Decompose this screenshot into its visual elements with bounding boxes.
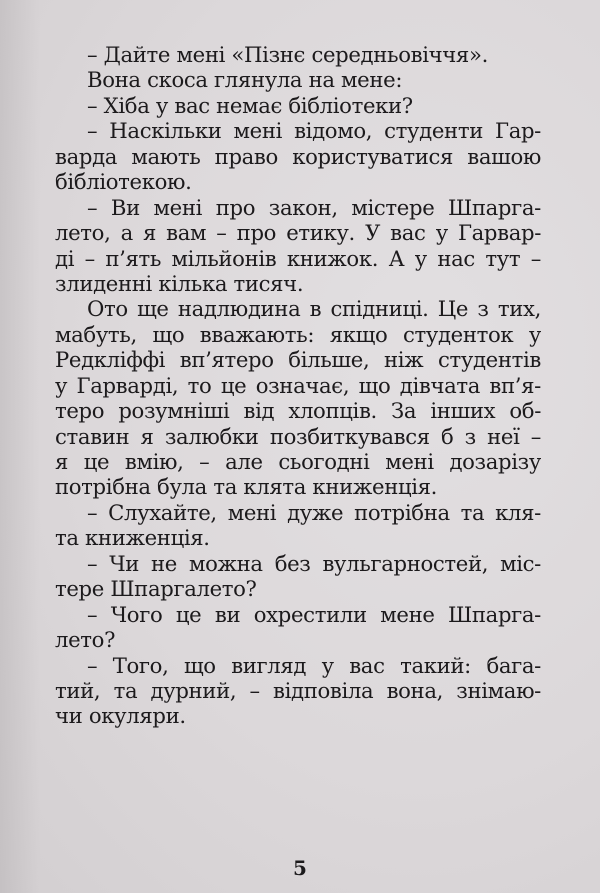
text-line: та книженція. <box>55 525 210 551</box>
text-line: бібліотекою. <box>55 169 192 195</box>
text-line: мабуть, що вважають: якщо студенток у <box>55 321 541 347</box>
text-line: тий, та дурний, – відповіла вона, знімаю- <box>55 677 541 703</box>
text-line: лето, а я вам – про етику. У вас у Гарвар- <box>55 220 541 246</box>
text-line: тере Шпаргалето? <box>55 576 257 602</box>
text-line: потрібна була та клята книженція. <box>55 474 438 500</box>
text-line: – Ви мені про закон, містере Шпарга- <box>87 194 541 220</box>
text-line: я це вмію, – але сьогодні мені дозарізу <box>55 449 541 474</box>
page-number: 5 <box>293 856 307 880</box>
text-line: ді – п’ять мільйонів книжок. А у нас тут – <box>55 245 541 271</box>
text-line: у Гарварді, то це означає, що дівчата вп’я- <box>55 372 541 398</box>
text-line: Вона скоса глянула на мене: <box>87 67 403 93</box>
text-line: злиденні кілька тисяч. <box>55 270 304 296</box>
text-line: – Наскільки мені відомо, студенти Гар- <box>87 118 541 144</box>
text-line: теро розумніші від хлопців. За інших об- <box>55 398 541 424</box>
text-line: – Того, що вигляд у вас такий: бага- <box>87 652 541 678</box>
text-line: – Слухайте, мені дуже потрібна та кля- <box>87 499 541 525</box>
text-line: – Дайте мені «Пізнє середньовіччя». <box>87 42 488 67</box>
body-text <box>55 42 541 729</box>
text-line: – Чого це ви охрестили мене Шпарга- <box>87 601 541 627</box>
text-line: – Хіба у вас немає бібліотеки? <box>87 92 413 118</box>
text-line: Редкліффі вп’ятеро більше, ніж студентів <box>55 347 541 373</box>
text-line: Ото ще надлюдина в спідниці. Це з тих, <box>87 296 541 322</box>
text-line: лето? <box>55 627 116 653</box>
text-line: чи окуляри. <box>55 703 186 729</box>
text-line: ставин я залюбки позбиткувався б з неї – <box>55 423 541 449</box>
text-line: варда мають право користуватися вашою <box>55 143 541 169</box>
text-line: – Чи не можна без вульгарностей, міс- <box>87 550 541 576</box>
